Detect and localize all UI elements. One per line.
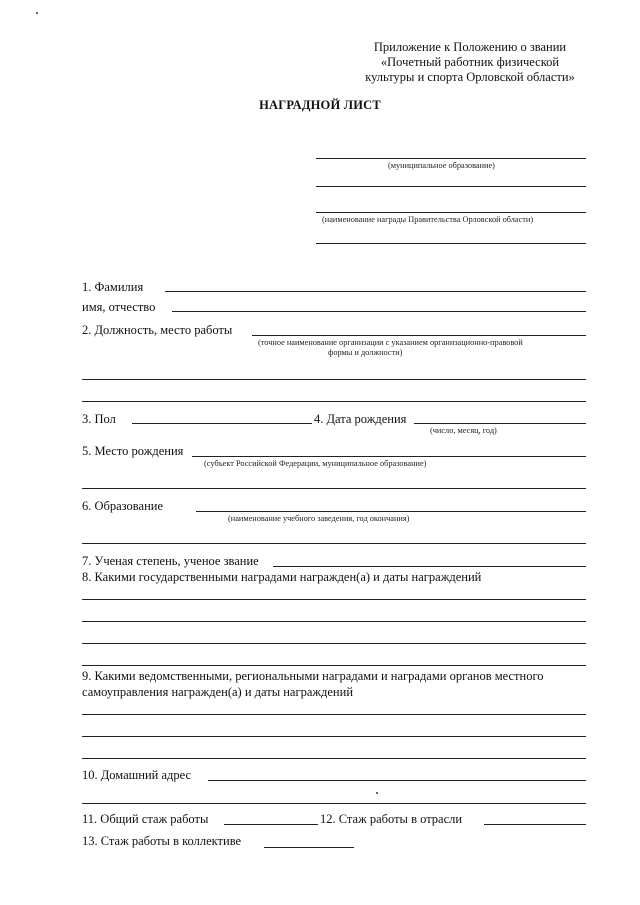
field-sex-label: 3. Пол [82,412,116,426]
field-regional-awards-label-2: самоуправления награжден(а) и даты награждений [82,685,354,699]
position-line-3[interactable] [82,401,586,402]
state-awards-line-1[interactable] [82,599,586,600]
education-line-2[interactable] [82,543,586,544]
award-line-2[interactable] [316,243,586,244]
appendix-header [350,40,590,85]
regional-awards-line-1[interactable] [82,714,586,715]
sex-line[interactable] [132,423,312,424]
state-awards-line-2[interactable] [82,621,586,622]
name-line[interactable] [172,311,586,312]
award-caption: (наименование награды Правительства Орловской области) [322,215,534,224]
industry-experience-line[interactable] [484,824,586,825]
municipal-line[interactable] [316,158,586,159]
field-state-awards-label: 8. Какими государственными наградами награжден(а) и даты награждений [82,570,482,584]
field-education-label: 6. Образование [82,499,164,513]
education-caption: (наименование учебного заведения, год окончания) [228,514,410,523]
field-birthdate-label: 4. Дата рождения [314,412,407,426]
municipal-caption: (муниципальное образование) [388,161,495,170]
org-caption-2: формы и должности) [328,348,403,357]
birthdate-line[interactable] [414,423,586,424]
header-line-1: Приложение к Положению о звании [373,40,567,54]
field-total-experience-label: 11. Общий стаж работы [82,812,209,826]
field-address-label: 10. Домашний адрес [82,768,192,782]
birthplace-line-2[interactable] [82,488,586,489]
document-title: НАГРАДНОЙ ЛИСТ [259,98,381,112]
surname-line[interactable] [165,291,586,292]
degree-line[interactable] [273,566,586,567]
state-awards-line-3[interactable] [82,643,586,644]
birthplace-line[interactable] [192,456,586,457]
field-regional-awards-label-1: 9. Какими ведомственными, региональными наградами и наградами органов местного [82,669,544,683]
municipal-line-2[interactable] [316,186,586,187]
address-line-2[interactable] [82,803,586,804]
field-birthplace-label: 5. Место рождения [82,444,184,458]
field-degree-label: 7. Ученая степень, ученое звание [82,554,259,568]
position-line-2[interactable] [82,379,586,380]
field-industry-experience-label: 12. Стаж работы в отрасли [320,812,463,826]
regional-awards-line-2[interactable] [82,736,586,737]
header-line-2: «Почетный работник физической [380,55,560,69]
org-caption-1: (точное наименование организации с указанием организационно-правовой [258,338,523,347]
header-line-3: культуры и спорта Орловской области» [365,70,575,84]
field-surname-label: 1. Фамилия [82,280,144,294]
address-line[interactable] [208,780,586,781]
field-name-label: имя, отчество [82,300,156,314]
date-caption: (число, месяц, год) [430,426,497,435]
scan-speck [376,792,378,794]
total-experience-line[interactable] [224,824,318,825]
education-line[interactable] [196,511,586,512]
team-experience-line[interactable] [264,847,354,848]
field-team-experience-label: 13. Стаж работы в коллективе [82,834,242,848]
birthplace-caption: (субъект Российской Федерации, муниципальное образование) [204,459,427,468]
regional-awards-line-3[interactable] [82,758,586,759]
position-line[interactable] [252,335,586,336]
state-awards-line-4[interactable] [82,665,586,666]
scan-speck [36,12,38,14]
award-line[interactable] [316,212,586,213]
field-position-label: 2. Должность, место работы [82,323,233,337]
